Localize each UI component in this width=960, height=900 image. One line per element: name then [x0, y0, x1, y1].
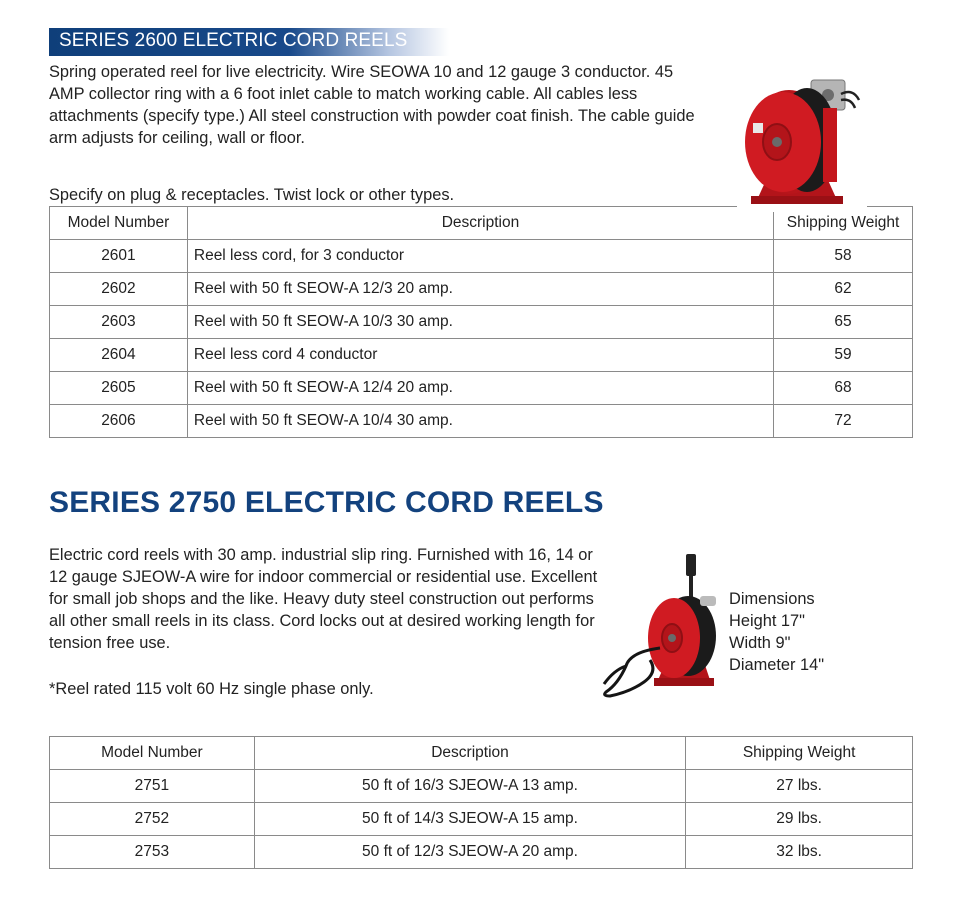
series-2600-table	[49, 206, 913, 438]
weight-cell: 72	[774, 405, 913, 438]
header-shipping-weight: Shipping Weight	[686, 737, 913, 770]
table-row	[50, 240, 913, 273]
table-row	[50, 803, 913, 836]
weight-cell: 27 lbs.	[686, 770, 913, 803]
model-number-cell: 2751	[50, 770, 255, 803]
dimension-height: Height 17"	[729, 612, 805, 630]
weight-cell: 59	[774, 339, 913, 372]
model-number-cell: 2602	[50, 273, 188, 306]
series-2750-note: *Reel rated 115 volt 60 Hz single phase only.	[49, 680, 374, 698]
description-cell: Reel less cord, for 3 conductor	[187, 240, 773, 273]
weight-cell: 65	[774, 306, 913, 339]
series-2600-title: SERIES 2600 ELECTRIC CORD REELS	[59, 30, 408, 51]
series-2750-description: Electric cord reels with 30 amp. industrial slip ring. Furnished with 16, 14 or 12 gauge SJEOW-A wire for indoor commercial or residential use. Excellent for small job shops and the like. Heavy duty steel construction out performs all other small reels in its class. Cord locks out at desired working length for tension free use.	[49, 546, 598, 652]
series-2750-table	[49, 736, 913, 869]
table-row	[50, 306, 913, 339]
dimensions-block	[729, 588, 824, 676]
weight-cell: 32 lbs.	[686, 836, 913, 869]
series-2600-note: Specify on plug & receptacles. Twist lock or other types.	[49, 186, 455, 204]
header-description: Description	[254, 737, 685, 770]
model-number-cell: 2605	[50, 372, 188, 405]
header-shipping-weight: Shipping Weight	[774, 207, 913, 240]
cord-reel-2750-image	[600, 552, 724, 700]
description-cell: 50 ft of 14/3 SJEOW-A 15 amp.	[254, 803, 685, 836]
dimensions-label: Dimensions	[729, 590, 815, 608]
weight-cell: 58	[774, 240, 913, 273]
weight-cell: 68	[774, 372, 913, 405]
description-cell: Reel less cord 4 conductor	[187, 339, 773, 372]
header-model-number: Model Number	[50, 207, 188, 240]
weight-cell: 29 lbs.	[686, 803, 913, 836]
model-number-cell: 2601	[50, 240, 188, 273]
dimension-width: Width 9"	[729, 634, 791, 652]
table-row	[50, 405, 913, 438]
series-2600-banner	[49, 28, 449, 56]
table-row	[50, 836, 913, 869]
table-row	[50, 339, 913, 372]
cord-reel-2600-image	[737, 78, 867, 212]
model-number-cell: 2603	[50, 306, 188, 339]
description-cell: Reel with 50 ft SEOW-A 10/3 30 amp.	[187, 306, 773, 339]
series-2600-description: Spring operated reel for live electricity. Wire SEOWA 10 and 12 gauge 3 conductor. 45 AMP collector ring with a 6 foot inlet cable to match working cable. All cables less attachments (specify type.) All steel construction with powder coat finish. The cable guide arm adjusts for ceiling, wall or floor.	[49, 63, 695, 147]
model-number-cell: 2606	[50, 405, 188, 438]
model-number-cell: 2604	[50, 339, 188, 372]
series-2750-title: SERIES 2750 ELECTRIC CORD REELS	[49, 486, 604, 519]
description-cell: Reel with 50 ft SEOW-A 10/4 30 amp.	[187, 405, 773, 438]
model-number-cell: 2752	[50, 803, 255, 836]
description-cell: Reel with 50 ft SEOW-A 12/3 20 amp.	[187, 273, 773, 306]
table-row	[50, 770, 913, 803]
description-cell: Reel with 50 ft SEOW-A 12/4 20 amp.	[187, 372, 773, 405]
table-row	[50, 372, 913, 405]
header-model-number: Model Number	[50, 737, 255, 770]
description-cell: 50 ft of 16/3 SJEOW-A 13 amp.	[254, 770, 685, 803]
table-header-row	[50, 737, 913, 770]
weight-cell: 62	[774, 273, 913, 306]
description-cell: 50 ft of 12/3 SJEOW-A 20 amp.	[254, 836, 685, 869]
dimension-diameter: Diameter 14"	[729, 656, 825, 674]
table-row	[50, 273, 913, 306]
model-number-cell: 2753	[50, 836, 255, 869]
header-description: Description	[187, 207, 773, 240]
